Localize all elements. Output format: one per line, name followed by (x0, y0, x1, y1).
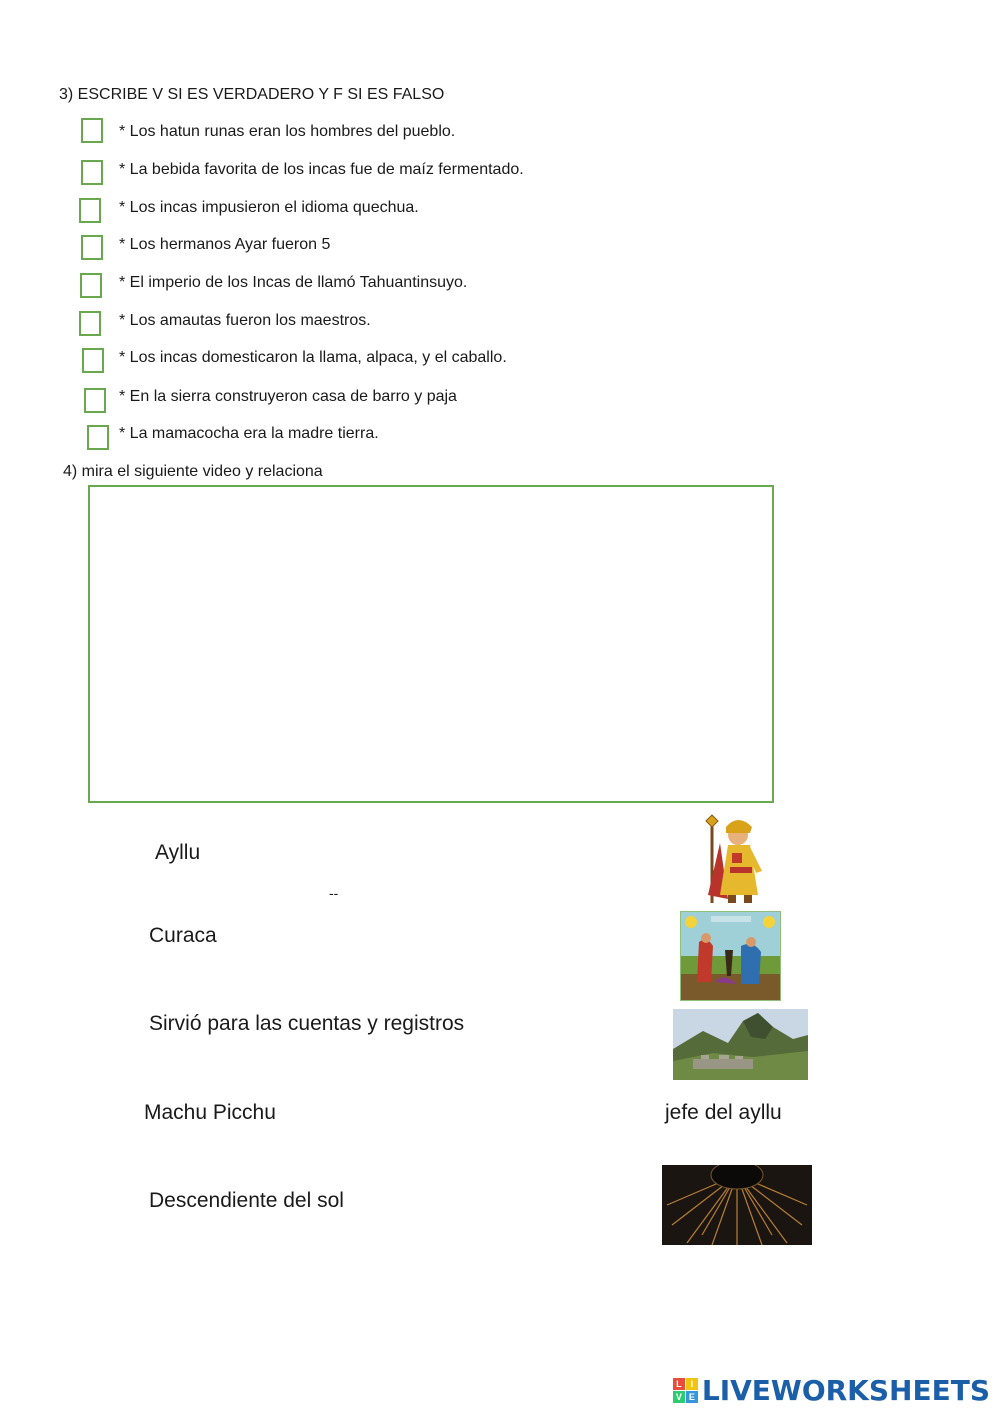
answer-box-2[interactable] (81, 160, 103, 185)
answer-box-7[interactable] (82, 348, 104, 373)
statement-9: * La mamacocha era la madre tierra. (119, 425, 379, 442)
term-ayllu: Ayllu (155, 841, 201, 864)
video-embed-area[interactable] (88, 485, 774, 803)
sun-disc-image[interactable] (662, 1165, 812, 1245)
liveworksheets-logo-icon: L I V E (673, 1378, 698, 1403)
term-curaca: Curaca (149, 924, 217, 947)
statement-5: * El imperio de los Incas de llamó Tahuantinsuyo. (119, 274, 468, 291)
liveworksheets-brand (673, 1374, 990, 1407)
term-descendiente-del-sol: Descendiente del sol (149, 1189, 344, 1212)
section3-heading: 3) ESCRIBE V SI ES VERDADERO Y F SI ES FALSO (59, 86, 445, 103)
statement-1: * Los hatun runas eran los hombres del pueblo. (119, 123, 456, 140)
answer-box-1[interactable] (81, 118, 103, 143)
answer-box-3[interactable] (79, 198, 101, 223)
answer-box-5[interactable] (80, 273, 102, 298)
term-machu-picchu: Machu Picchu (144, 1101, 276, 1124)
statement-8: * En la sierra construyeron casa de barro y paja (119, 388, 457, 405)
liveworksheets-wordmark: LIVEWORKSHEETS (701, 1374, 990, 1407)
section4-heading: 4) mira el siguiente video y relaciona (63, 463, 323, 480)
dash-marker: -- (329, 885, 339, 901)
answer-box-8[interactable] (84, 388, 106, 413)
statement-2: * La bebida favorita de los incas fue de maíz fermentado. (119, 161, 524, 178)
statement-7: * Los incas domesticaron la llama, alpaca, y el caballo. (119, 349, 507, 366)
statement-6: * Los amautas fueron los maestros. (119, 312, 371, 329)
answer-box-6[interactable] (79, 311, 101, 336)
answer-box-9[interactable] (87, 425, 109, 450)
machu-picchu-image[interactable] (673, 1009, 808, 1080)
statement-3: * Los incas impusieron el idioma quechua. (119, 199, 419, 216)
statement-4: * Los hermanos Ayar fueron 5 (119, 236, 331, 253)
label-jefe-del-ayllu[interactable]: jefe del ayllu (665, 1101, 782, 1124)
term-quipu: Sirvió para las cuentas y registros (149, 1012, 465, 1035)
inca-ruler-image[interactable] (698, 813, 770, 905)
quipu-scene-image[interactable] (680, 911, 781, 1001)
answer-box-4[interactable] (81, 235, 103, 260)
